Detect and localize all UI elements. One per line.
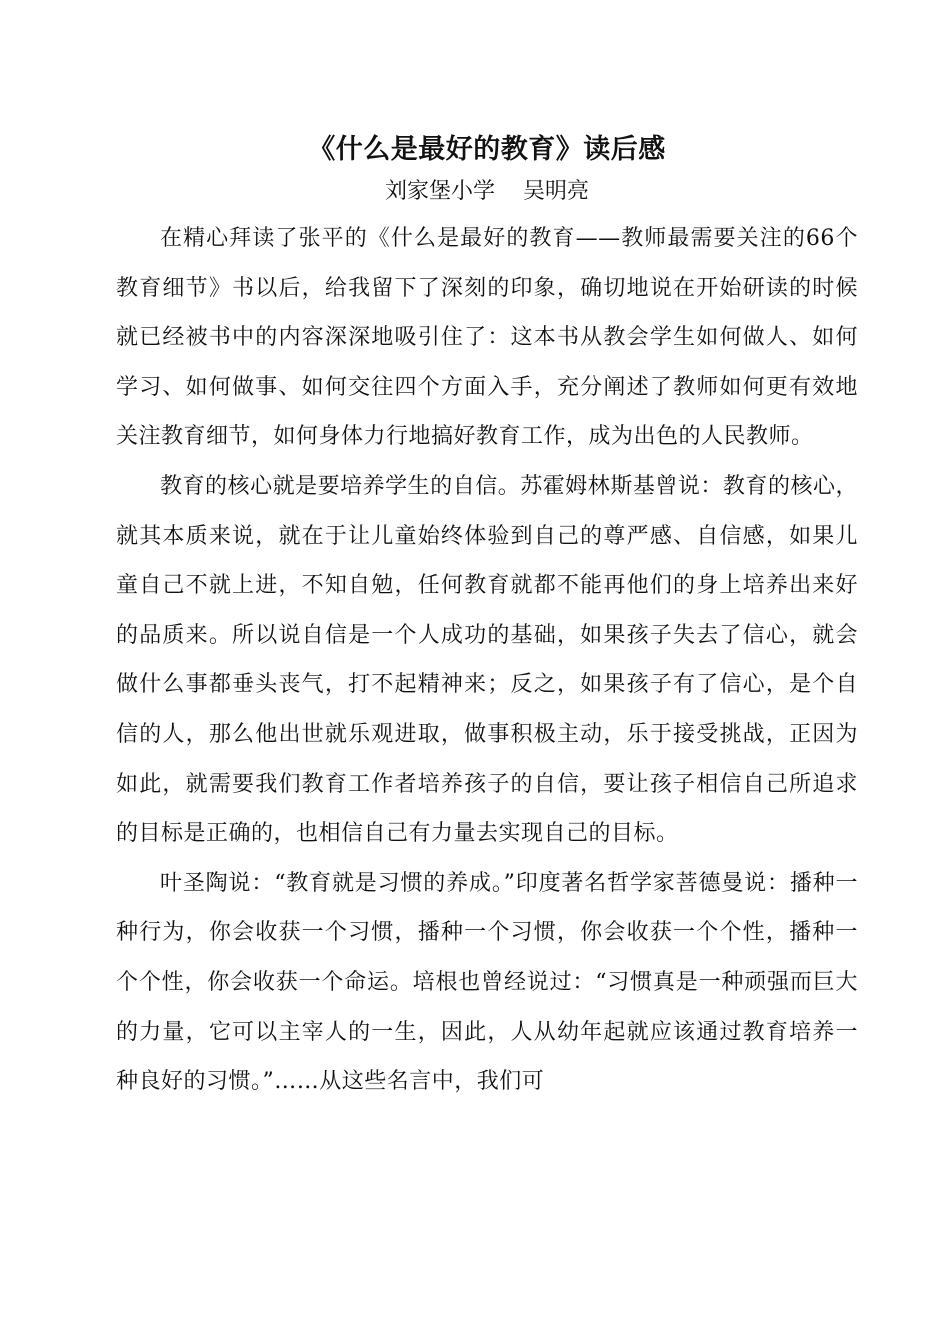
- document-title: 《什么是最好的教育》读后感: [308, 134, 666, 165]
- paragraph-3: 叶圣陶说：“教育就是习惯的养成。”印度著名哲学家菩德曼说：播种一种行为，你会收获一个习惯，播种一个习惯，你会收获一个个性，播种一个个性，你会收获一个命运。培根也曾经说过：“习惯真是一种顽强而巨大的力量，它可以主宰人的一生，因此，人从幼年起就应该通过教育培养一种良好的习惯。”……从这些名言中，我们可: [116, 870, 858, 1095]
- author-line: 刘家堡小学 吴明亮: [385, 179, 589, 204]
- paragraph-1: 在精心拜读了张平的《什么是最好的教育——教师最需要关注的66个教育细节》书以后，给我留下了深刻的印象，确切地说在开始研读的时候就已经被书中的内容深深地吸引住了：这本书从教会学生如何做人、如何学习、如何做事、如何交往四个方面入手，充分阐述了教师如何更有效地关注教育细节，如何身体力行地搞好教育工作，成为出色的人民教师。: [116, 226, 858, 450]
- paragraph-2: 教育的核心就是要培养学生的自信。苏霍姆林斯基曾说：教育的核心，就其本质来说，就在于让儿童始终体验到自己的尊严感、自信感，如果儿童自己不就上进，不知自勉，任何教育就都不能再他们的身上培养出来好的品质来。所以说自信是一个人成功的基础，如果孩子失去了信心，就会做什么事都垂头丧气，打不起精神来；反之，如果孩子有了信心，是个自信的人，那么他出世就乐观进取，做事积极主动，乐于接受挑战，正因为如此，就需要我们教育工作者培养孩子的自信，要让孩子相信自己所追求的目标是正确的，也相信自己有力量去实现自己的目标。: [116, 473, 858, 847]
- document-page: [116, 128, 858, 1107]
